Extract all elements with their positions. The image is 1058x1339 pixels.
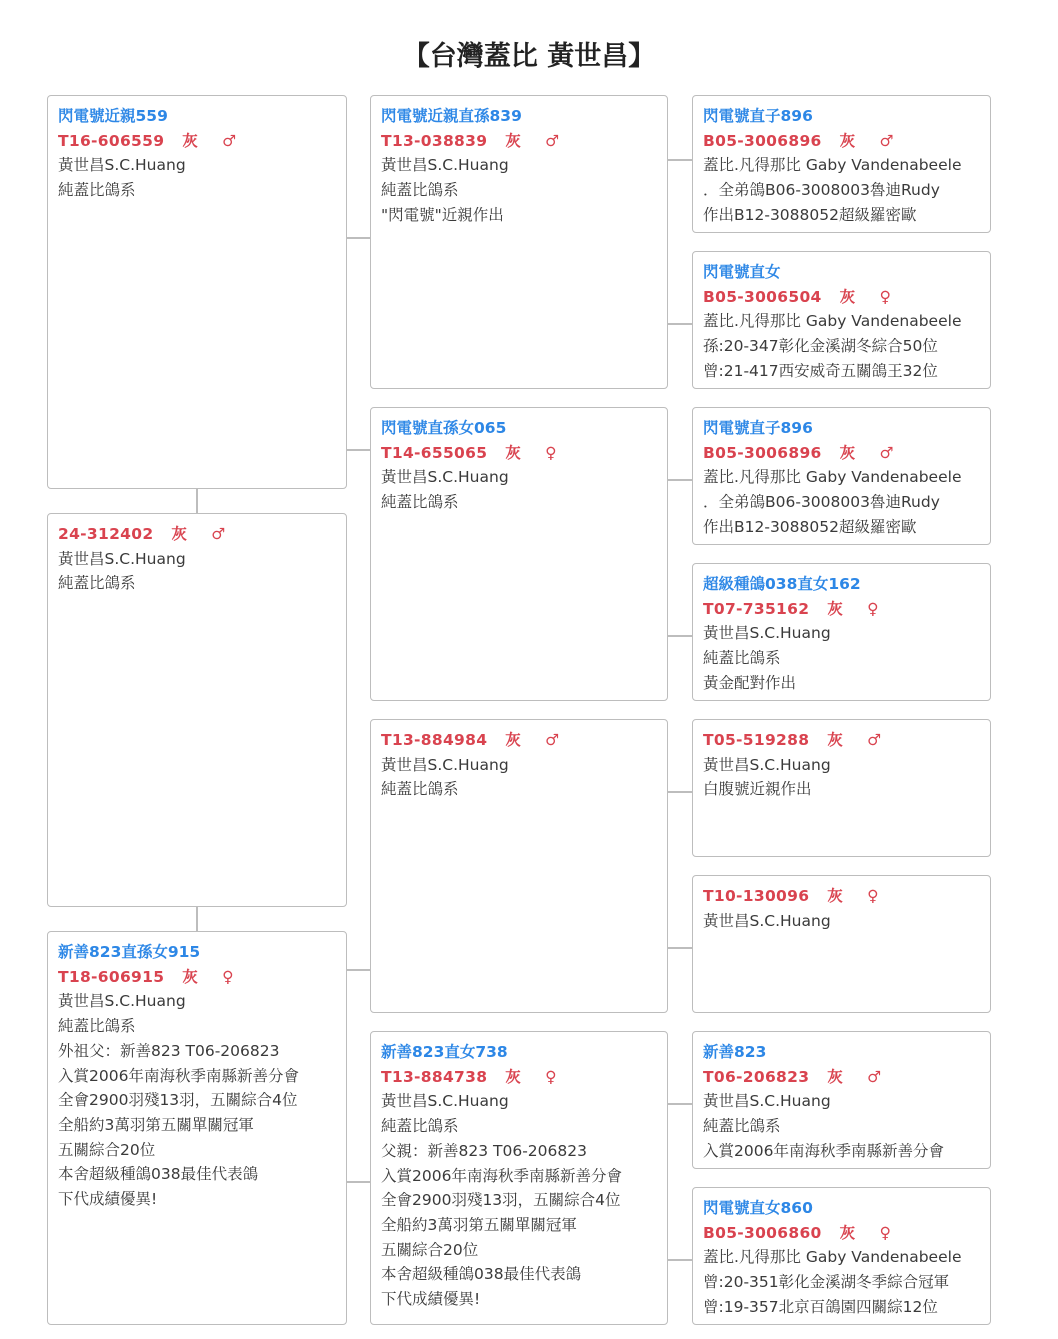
female-icon: ♀ bbox=[222, 967, 234, 986]
dam-sire-dam-card[interactable] bbox=[692, 875, 991, 1013]
info-line: 黃世昌S.C.Huang bbox=[703, 1092, 831, 1111]
ring-number: T13-884738 bbox=[381, 1067, 488, 1086]
ring-number: T14-655065 bbox=[381, 443, 488, 462]
info-line: 蓋比.凡得那比 Gaby Vandenabeele bbox=[703, 1248, 962, 1267]
feather-color: 灰 bbox=[505, 731, 522, 749]
connector-line bbox=[346, 1181, 370, 1183]
ring-number: T13-884984 bbox=[381, 731, 488, 749]
sire-dam-dam-card[interactable] bbox=[692, 563, 991, 701]
ring-info-row bbox=[703, 285, 980, 310]
info-line: 黃金配對作出 bbox=[703, 673, 797, 692]
dam-card[interactable] bbox=[47, 931, 347, 1325]
connector-line bbox=[346, 449, 370, 451]
info-line: 純蓋比鴿系 bbox=[58, 1017, 136, 1036]
feather-color: 灰 bbox=[505, 1067, 522, 1086]
female-icon: ♀ bbox=[545, 1067, 557, 1086]
info-line: 全會2900羽殘13羽，五關綜合4位 bbox=[58, 1091, 298, 1110]
feather-color: 灰 bbox=[827, 887, 844, 905]
pigeon-name: 閃電號直女860 bbox=[703, 1199, 813, 1217]
info-line: 純蓋比鴿系 bbox=[381, 1117, 459, 1136]
connector-line bbox=[668, 635, 692, 637]
connector-line bbox=[346, 237, 370, 239]
info-line: 曾:20-351彰化金溪湖冬季綜合冠軍 bbox=[703, 1273, 950, 1292]
male-icon: ♂ bbox=[879, 131, 894, 150]
sire-dam-card[interactable] bbox=[370, 407, 668, 701]
connector-line bbox=[196, 489, 198, 513]
info-line: 下代成績優異! bbox=[381, 1290, 481, 1309]
ring-info-row bbox=[381, 728, 657, 753]
info-line: 黃世昌S.C.Huang bbox=[381, 755, 509, 774]
ring-number: T10-130096 bbox=[703, 887, 810, 905]
feather-color: 灰 bbox=[839, 1223, 856, 1242]
info-line: 下代成績優異! bbox=[58, 1190, 158, 1209]
info-line: 曾:19-357北京百鴿園四關綜12位 bbox=[703, 1297, 938, 1316]
info-line: 黃世昌S.C.Huang bbox=[381, 156, 509, 175]
info-line: 純蓋比鴿系 bbox=[381, 181, 459, 200]
ring-number: B05-3006896 bbox=[703, 131, 822, 150]
connector-line bbox=[668, 1103, 692, 1105]
pigeon-name: 新善823直孫女915 bbox=[58, 943, 201, 961]
info-line: 全船約3萬羽第五關單關冠軍 bbox=[381, 1215, 577, 1234]
info-line: 入賞2006年南海秋季南縣新善分會 bbox=[703, 1141, 944, 1160]
page-title: 【台灣蓋比 黃世昌】 bbox=[402, 41, 656, 72]
info-line: ．全弟鴿B06-3008003魯迪Rudy bbox=[703, 493, 940, 512]
info-line: 蓋比.凡得那比 Gaby Vandenabeele bbox=[703, 156, 962, 175]
info-line: 作出B12-3088052超級羅密歐 bbox=[703, 205, 917, 224]
info-line: 入賞2006年南海秋季南縣新善分會 bbox=[58, 1066, 299, 1085]
male-icon: ♂ bbox=[222, 131, 237, 150]
info-line: 外祖父：新善823 T06-206823 bbox=[58, 1041, 280, 1060]
ring-number: B05-3006860 bbox=[703, 1223, 822, 1242]
feather-color: 灰 bbox=[171, 525, 188, 543]
info-line: 本舍超級種鴿038最佳代表鴿 bbox=[58, 1165, 259, 1184]
ring-info-row bbox=[381, 441, 657, 466]
sire-sire-sire-card[interactable] bbox=[692, 95, 991, 233]
info-line: 黃世昌S.C.Huang bbox=[381, 1092, 509, 1111]
info-line: 純蓋比鴿系 bbox=[703, 649, 781, 668]
ring-info-row bbox=[58, 129, 336, 154]
feather-color: 灰 bbox=[827, 731, 844, 749]
connector-line bbox=[668, 159, 692, 161]
ring-number: B05-3006504 bbox=[703, 287, 822, 306]
ring-number: T07-735162 bbox=[703, 599, 810, 618]
male-icon: ♂ bbox=[545, 731, 560, 749]
male-icon: ♂ bbox=[879, 443, 894, 462]
sire-card[interactable] bbox=[47, 95, 347, 489]
feather-color: 灰 bbox=[839, 131, 856, 150]
feather-color: 灰 bbox=[505, 443, 522, 462]
pigeon-name: 閃電號直子896 bbox=[703, 419, 813, 437]
dam-dam-sire-card[interactable] bbox=[692, 1031, 991, 1169]
female-icon: ♀ bbox=[867, 887, 879, 905]
ring-number: T06-206823 bbox=[703, 1067, 810, 1086]
female-icon: ♀ bbox=[545, 443, 557, 462]
connector-line bbox=[668, 791, 692, 793]
pigeon-name: 超級種鴿038直女162 bbox=[703, 575, 861, 593]
dam-sire-card[interactable] bbox=[370, 719, 668, 1013]
feather-color: 灰 bbox=[827, 1067, 844, 1086]
info-line: 黃世昌S.C.Huang bbox=[381, 468, 509, 487]
info-line: 純蓋比鴿系 bbox=[703, 1117, 781, 1136]
info-line: 純蓋比鴿系 bbox=[381, 493, 459, 512]
ring-number: T13-038839 bbox=[381, 131, 488, 150]
info-line: 全船約3萬羽第五關單關冠軍 bbox=[58, 1115, 254, 1134]
ring-info-row bbox=[703, 1065, 980, 1090]
pigeon-name: 閃電號直女 bbox=[703, 263, 781, 281]
male-icon: ♂ bbox=[867, 1067, 882, 1086]
sire-dam-sire-card[interactable] bbox=[692, 407, 991, 545]
info-line: 黃世昌S.C.Huang bbox=[703, 911, 831, 930]
info-line: 全會2900羽殘13羽，五關綜合4位 bbox=[381, 1191, 621, 1210]
connector-line bbox=[346, 969, 370, 971]
ring-info-row bbox=[703, 728, 980, 753]
female-icon: ♀ bbox=[879, 1223, 892, 1242]
ring-info-row bbox=[58, 522, 336, 547]
ring-number: B05-3006896 bbox=[703, 443, 822, 462]
pigeon-name: 閃電號近親直孫839 bbox=[381, 107, 522, 125]
female-icon: ♀ bbox=[867, 599, 879, 618]
ring-number: T16-606559 bbox=[58, 131, 165, 150]
connector-line bbox=[668, 947, 692, 949]
info-line: 五關綜合20位 bbox=[58, 1140, 156, 1159]
pigeon-name: 閃電號直孫女065 bbox=[381, 419, 507, 437]
pigeon-name: 閃電號直子896 bbox=[703, 107, 813, 125]
ring-number: 24-312402 bbox=[58, 525, 154, 543]
info-line: 曾:21-417西安威奇五關鴿王32位 bbox=[703, 361, 938, 380]
dam-sire-sire-card[interactable] bbox=[692, 719, 991, 857]
ring-info-row bbox=[703, 129, 980, 154]
info-line: ．全弟鴿B06-3008003魯迪Rudy bbox=[703, 181, 940, 200]
info-line: 蓋比.凡得那比 Gaby Vandenabeele bbox=[703, 468, 962, 487]
pigeon-name: 新善823 bbox=[703, 1043, 767, 1061]
feather-color: 灰 bbox=[182, 967, 199, 986]
pigeon-name: 閃電號近親559 bbox=[58, 107, 168, 125]
ring-info-row bbox=[703, 441, 980, 466]
info-line: 純蓋比鴿系 bbox=[58, 181, 136, 200]
info-line: 純蓋比鴿系 bbox=[381, 780, 459, 799]
info-line: 本舍超級種鴿038最佳代表鴿 bbox=[381, 1265, 582, 1284]
ring-number: T18-606915 bbox=[58, 967, 165, 986]
info-line: 黃世昌S.C.Huang bbox=[703, 755, 831, 774]
sire-sire-card[interactable] bbox=[370, 95, 668, 389]
connector-line bbox=[196, 907, 198, 931]
info-line: 黃世昌S.C.Huang bbox=[58, 156, 186, 175]
connector-line bbox=[668, 1259, 692, 1261]
feather-color: 灰 bbox=[839, 443, 856, 462]
info-line: 黃世昌S.C.Huang bbox=[58, 549, 186, 568]
male-icon: ♂ bbox=[867, 731, 882, 749]
info-line: 蓋比.凡得那比 Gaby Vandenabeele bbox=[703, 312, 962, 331]
info-line: "閃電號"近親作出 bbox=[381, 205, 504, 224]
info-line: 黃世昌S.C.Huang bbox=[58, 992, 186, 1011]
feather-color: 灰 bbox=[182, 131, 199, 150]
feather-color: 灰 bbox=[505, 131, 522, 150]
ring-info-row bbox=[703, 1221, 980, 1246]
info-line: 純蓋比鴿系 bbox=[58, 574, 136, 593]
info-line: 白腹號近親作出 bbox=[703, 780, 812, 799]
ring-info-row bbox=[381, 129, 657, 154]
info-line: 父親：新善823 T06-206823 bbox=[381, 1141, 587, 1160]
ring-number: T05-519288 bbox=[703, 731, 810, 749]
female-icon: ♀ bbox=[879, 287, 892, 306]
ring-info-row bbox=[58, 965, 336, 990]
male-icon: ♂ bbox=[211, 525, 226, 543]
info-line: 黃世昌S.C.Huang bbox=[703, 624, 831, 643]
subject-pigeon-card[interactable] bbox=[47, 513, 347, 907]
feather-color: 灰 bbox=[839, 287, 856, 306]
dam-dam-dam-card[interactable] bbox=[692, 1187, 991, 1325]
ring-info-row bbox=[381, 1065, 657, 1090]
pigeon-name: 新善823直女738 bbox=[381, 1043, 508, 1061]
ring-info-row bbox=[703, 597, 980, 622]
connector-line bbox=[668, 323, 692, 325]
feather-color: 灰 bbox=[827, 599, 844, 618]
male-icon: ♂ bbox=[545, 131, 560, 150]
info-line: 入賞2006年南海秋季南縣新善分會 bbox=[381, 1166, 622, 1185]
sire-sire-dam-card[interactable] bbox=[692, 251, 991, 389]
info-line: 五關綜合20位 bbox=[381, 1240, 479, 1259]
connector-line bbox=[668, 479, 692, 481]
info-line: 孫:20-347彰化金溪湖冬綜合50位 bbox=[703, 337, 938, 356]
info-line: 作出B12-3088052超級羅密歐 bbox=[703, 517, 917, 536]
dam-dam-card[interactable] bbox=[370, 1031, 668, 1325]
ring-info-row bbox=[703, 884, 980, 909]
